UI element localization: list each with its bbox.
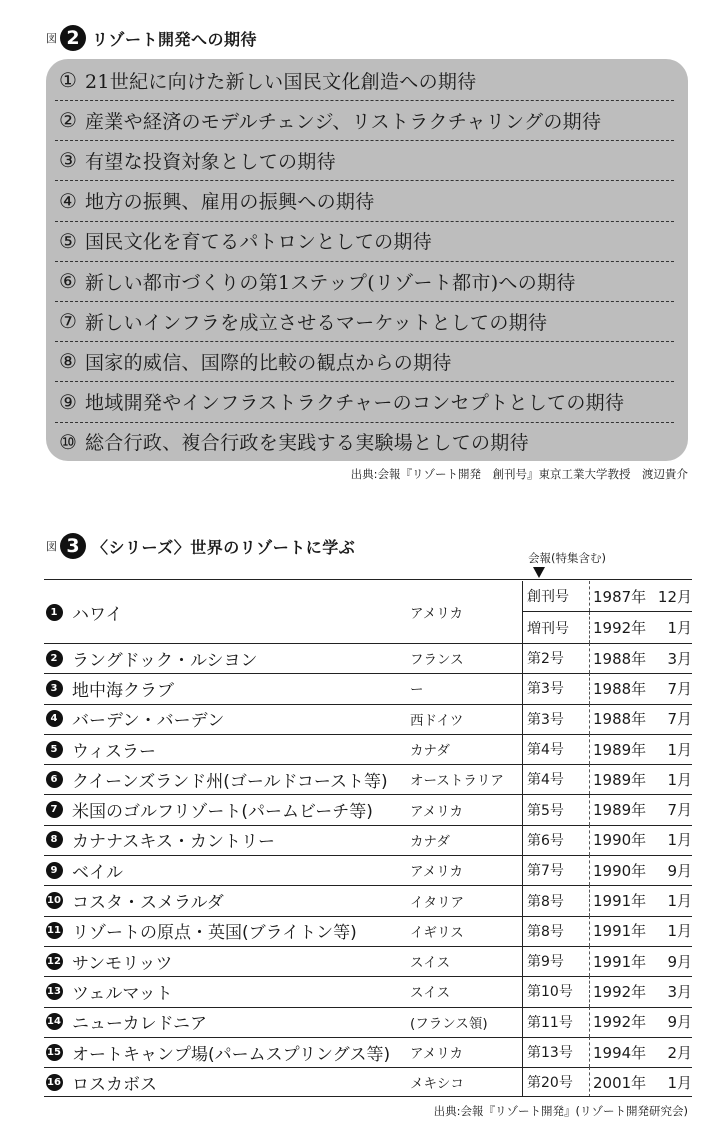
issue-date (589, 916, 692, 946)
expectation-item (55, 341, 674, 382)
row-number-badge (44, 734, 64, 764)
row-number: 14 (46, 1013, 63, 1030)
row-number-badge (44, 976, 64, 1006)
expectation-number: ⑧ (59, 349, 77, 374)
expectation-item (55, 301, 674, 342)
resort-name: カナナスキス・カントリー (72, 832, 275, 853)
expectation-text: 国家的威信、国際的比較の観点からの期待 (85, 351, 452, 374)
column-note: 会報(特集含む) (528, 551, 606, 565)
resort-country: オーストラリア (410, 773, 504, 790)
issue-month: 7月 (667, 710, 692, 729)
issue-number: 第3号 (522, 673, 580, 703)
table-row (44, 946, 692, 977)
table-row (44, 643, 692, 674)
resort-country: アメリカ (410, 1046, 464, 1063)
table-row (44, 1037, 692, 1068)
row-number: 12 (46, 953, 63, 970)
issue-year: 1991年 (593, 922, 647, 941)
issue-month: 2月 (667, 1043, 692, 1062)
issue-date (589, 673, 692, 703)
expectation-text: 地域開発やインフラストラクチャーのコンセプトとしての期待 (85, 392, 625, 415)
issue-year: 1992年 (593, 1013, 647, 1032)
row-number: 4 (46, 710, 63, 727)
issue-number: 第20号 (522, 1067, 580, 1097)
row-number: 10 (46, 892, 63, 909)
expectation-text: 21世紀に向けた新しい国民文化創造への期待 (85, 70, 477, 93)
row-number-badge (44, 673, 64, 703)
resort-name: サンモリッツ (72, 953, 173, 974)
issue-date (589, 612, 692, 643)
issue-month: 7月 (667, 801, 692, 820)
issue-month: 3月 (667, 982, 692, 1001)
issue-date (589, 1007, 692, 1037)
resort-name: ロスカボス (72, 1074, 157, 1095)
table-row (44, 855, 692, 886)
row-number-badge (44, 855, 64, 885)
issue-year: 1992年 (593, 619, 647, 637)
issue-year: 1988年 (593, 679, 647, 698)
expectation-number: ① (59, 68, 77, 92)
table-row (44, 976, 692, 1007)
figure2-title: リゾート開発への期待 (92, 29, 258, 49)
issue-year: 1994年 (593, 1043, 647, 1062)
row-number-badge (44, 946, 64, 976)
expectation-number: ⑥ (59, 269, 77, 293)
resort-name: リゾートの原点・英国(ブライトン等) (72, 923, 357, 944)
row-number: 3 (46, 680, 63, 697)
issue-month: 3月 (667, 649, 692, 668)
issue-year: 1989年 (593, 770, 647, 789)
row-number-badge (44, 581, 64, 643)
issue-date (589, 581, 692, 611)
issue-year: 1991年 (593, 892, 647, 911)
row-number: 9 (46, 862, 63, 879)
down-arrow-icon (533, 567, 545, 578)
figure3-heading (46, 532, 355, 560)
issue-month: 1月 (667, 892, 692, 911)
issue-number: 第6号 (522, 825, 580, 855)
resort-name: ツェルマット (72, 983, 173, 1004)
issue-year: 1989年 (593, 740, 647, 759)
issue-month: 1月 (667, 770, 692, 789)
row-number-badge (44, 795, 64, 825)
table-row (44, 916, 692, 947)
issue-number: 第8号 (522, 885, 580, 915)
issue-date (589, 946, 692, 976)
issue-month: 1月 (667, 740, 692, 759)
issue-year: 1988年 (593, 649, 647, 668)
resort-name: ベイル (72, 862, 123, 883)
row-number-badge (44, 825, 64, 855)
issue-number: 第11号 (522, 1007, 580, 1037)
issue-date (589, 885, 692, 915)
issue-number: 第7号 (522, 855, 580, 885)
issue-number: 第3号 (522, 704, 580, 734)
issue-month: 1月 (667, 831, 692, 850)
resort-country: (フランス領) (410, 1015, 488, 1032)
table-row (44, 825, 692, 856)
resort-country: スイス (410, 985, 451, 1002)
issue-date (589, 976, 692, 1006)
table-bottom-rule (44, 1096, 692, 1097)
issue-date (589, 1067, 692, 1097)
issue-month: 9月 (667, 1013, 692, 1032)
expectations-panel (46, 59, 688, 461)
expectation-number: ② (59, 108, 77, 133)
resort-country: フランス (410, 652, 464, 669)
issue-year: 1990年 (593, 831, 647, 850)
resort-country: カナダ (410, 743, 450, 760)
row-number: 7 (46, 801, 63, 818)
resort-country: イギリス (410, 924, 464, 941)
resort-country: アメリカ (410, 606, 464, 622)
issue-month: 12月 (657, 587, 692, 606)
row-number-badge (44, 1007, 64, 1037)
expectation-text: 新しい都市づくりの第1ステップ(リゾート都市)への期待 (85, 271, 576, 294)
issue-number: 第9号 (522, 946, 580, 976)
issue-year: 1987年 (593, 587, 647, 606)
table-row (44, 704, 692, 735)
row-number-badge (44, 885, 64, 915)
issue-year: 1988年 (593, 710, 647, 729)
row-number: 16 (46, 1074, 63, 1091)
issue-year: 2001年 (593, 1073, 647, 1092)
issue-year: 1989年 (593, 801, 647, 820)
issue-date (589, 795, 692, 825)
table-row (44, 581, 692, 644)
issue-number: 創刊号 (522, 581, 580, 611)
issue-date (589, 825, 692, 855)
row-divider (522, 611, 692, 612)
issue-number: 第2号 (522, 643, 580, 673)
expectation-text: 国民文化を育てるパトロンとしての期待 (85, 231, 433, 254)
table-row (44, 795, 692, 826)
issue-date (589, 855, 692, 885)
issue-date (589, 764, 692, 794)
resort-country: アメリカ (410, 864, 464, 881)
expectation-text: 新しいインフラを成立させるマーケットとしての期待 (85, 311, 548, 334)
issue-month: 1月 (667, 1073, 692, 1092)
issue-date (589, 1037, 692, 1067)
issue-number: 第8号 (522, 916, 580, 946)
expectation-item (55, 261, 674, 302)
figure3-number-badge: 3 (60, 533, 86, 559)
issue-month: 9月 (667, 861, 692, 880)
row-number: 13 (46, 983, 63, 1000)
resort-country: 西ドイツ (410, 712, 464, 729)
issue-month: 1月 (667, 922, 692, 941)
resort-country: ー (410, 682, 424, 699)
issue-number: 増刊号 (522, 612, 580, 643)
row-number-badge (44, 764, 64, 794)
table-row (44, 764, 692, 795)
expectation-item (55, 221, 674, 262)
expectation-text: 有望な投資対象としての期待 (85, 150, 336, 173)
table-row (44, 1007, 692, 1038)
expectation-number: ⑨ (59, 389, 77, 414)
resort-name: 地中海クラブ (72, 680, 174, 701)
figure3-label: 図 (46, 540, 57, 553)
expectation-text: 総合行政、複合行政を実践する実験場としての期待 (85, 432, 529, 455)
expectation-text: 産業や経済のモデルチェンジ、リストラクチャリングの期待 (85, 110, 602, 133)
resort-country: イタリア (410, 894, 464, 911)
issue-number: 第10号 (522, 976, 580, 1006)
row-number-badge (44, 1037, 64, 1067)
expectation-number: ③ (59, 148, 77, 173)
figure2-heading (46, 24, 257, 52)
expectation-item (55, 60, 674, 101)
row-number-badge (44, 1067, 64, 1097)
resort-name: ハワイ (72, 604, 123, 625)
resort-name: オートキャンプ場(パームスプリングス等) (72, 1044, 391, 1065)
expectation-number: ④ (59, 188, 77, 213)
table-row (44, 885, 692, 916)
resort-name: バーデン・バーデン (72, 711, 225, 732)
table-top-rule (44, 579, 692, 580)
issue-year: 1992年 (593, 982, 647, 1001)
expectation-item (55, 382, 674, 423)
issue-number: 第5号 (522, 795, 580, 825)
table-row (44, 734, 692, 765)
resort-country: カナダ (410, 833, 450, 850)
row-number: 8 (46, 831, 63, 848)
resort-country: スイス (410, 955, 451, 972)
row-number: 5 (46, 741, 63, 758)
expectation-text: 地方の振興、雇用の振興への期待 (85, 191, 375, 214)
issue-number: 第4号 (522, 764, 580, 794)
issue-date (589, 643, 692, 673)
expectation-item (55, 140, 674, 181)
resort-name: 米国のゴルフリゾート(パームビーチ等) (72, 802, 373, 823)
row-number-badge (44, 643, 64, 673)
expectation-item (55, 100, 674, 141)
figure2-number-badge: 2 (60, 25, 86, 51)
issue-year: 1990年 (593, 861, 647, 880)
resort-name: ニューカレドニア (72, 1014, 207, 1035)
row-number: 1 (46, 604, 63, 621)
issue-number: 第13号 (522, 1037, 580, 1067)
row-number-badge (44, 704, 64, 734)
row-number: 11 (46, 922, 63, 939)
issue-date (589, 734, 692, 764)
figure3-source: 出典:会報『リゾート開発』(リゾート開発研究会) (433, 1104, 688, 1118)
figure2-source: 出典:会報『リゾート開発 創刊号』東京工業大学教授 渡辺貴介 (350, 467, 688, 481)
expectation-item (55, 181, 674, 222)
resort-country: メキシコ (410, 1076, 464, 1093)
issue-number: 第4号 (522, 734, 580, 764)
row-number: 2 (46, 650, 63, 667)
issue-month: 1月 (667, 619, 692, 637)
figure3-title: 〈シリーズ〉世界のリゾートに学ぶ (92, 537, 356, 557)
issue-date (589, 704, 692, 734)
issue-month: 9月 (667, 952, 692, 971)
resort-name: ラングドック・ルシヨン (72, 650, 258, 671)
row-number: 15 (46, 1044, 63, 1061)
expectation-number: ⑩ (59, 429, 77, 454)
expectation-item (55, 422, 674, 462)
resort-name: コスタ・スメラルダ (72, 893, 224, 914)
resort-name: ウィスラー (72, 741, 156, 762)
figure2-label: 図 (46, 32, 57, 45)
row-number-badge (44, 916, 64, 946)
issue-month: 7月 (667, 679, 692, 698)
expectation-number: ⑦ (59, 309, 77, 334)
issue-year: 1991年 (593, 952, 647, 971)
table-row (44, 1067, 692, 1097)
resort-name: クイーンズランド州(ゴールドコースト等) (72, 771, 388, 792)
row-number: 6 (46, 771, 63, 788)
expectation-number: ⑤ (59, 228, 77, 253)
table-row (44, 673, 692, 704)
resort-country: アメリカ (410, 803, 464, 820)
